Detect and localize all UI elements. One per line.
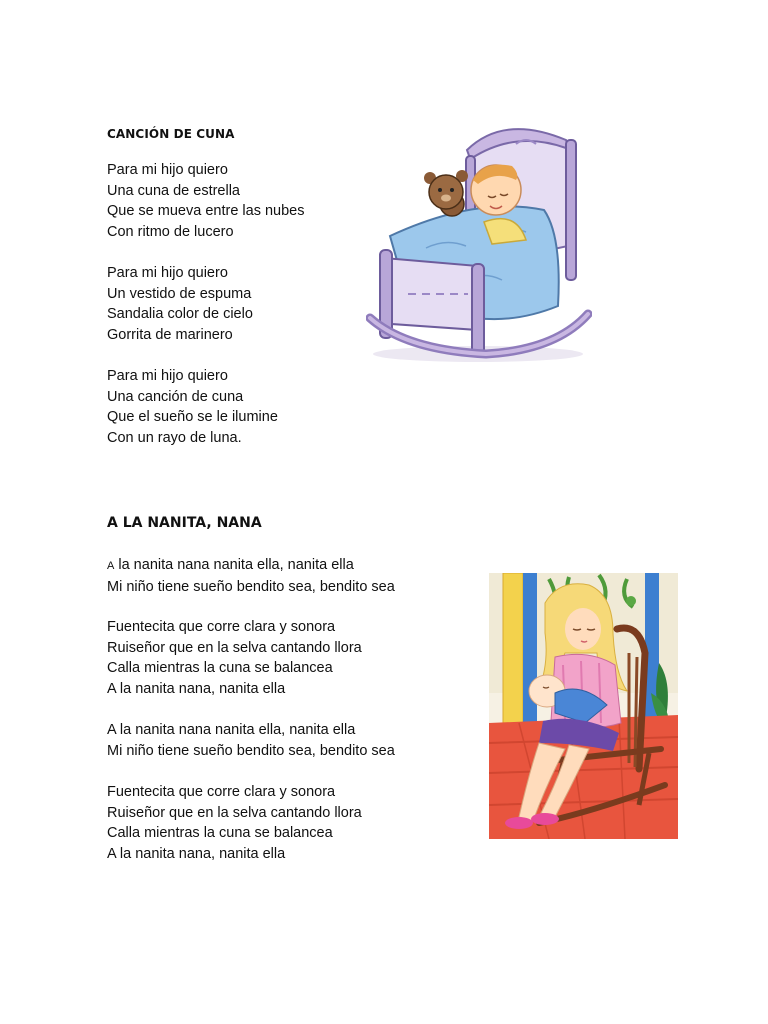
lyric-line: Ruiseñor que en la selva cantando llora bbox=[107, 639, 362, 656]
lyric-line: Fuentecita que corre clara y sonora bbox=[107, 619, 336, 635]
song1-stanza-3 bbox=[107, 366, 278, 448]
song2-stanza-3 bbox=[107, 720, 395, 761]
lyric-line: Calla mientras la cuna se balancea bbox=[107, 825, 333, 841]
lyric-line: Una cuna de estrella bbox=[107, 182, 240, 199]
lyric-line: A la nanita nana nanita ella, nanita ella bbox=[107, 722, 356, 738]
lyric-line: Sandalia color de cielo bbox=[107, 306, 253, 322]
lyric-line: Mi niño tiene sueño bendito sea, bendito sea bbox=[107, 578, 395, 595]
song1-stanza-1 bbox=[107, 160, 304, 242]
baby-cradle-illustration bbox=[366, 118, 592, 368]
mother-rocking-chair-illustration bbox=[489, 573, 678, 839]
lyric-line: Mi niño tiene sueño bendito sea, bendito sea bbox=[107, 742, 395, 759]
song-title-cancion-de-cuna: CANCIÓN DE CUNA bbox=[107, 127, 235, 141]
song2-stanza-4 bbox=[107, 782, 362, 864]
song-title-a-la-nanita-nana: A LA NANITA, NANA bbox=[107, 515, 262, 531]
song1-stanza-2 bbox=[107, 263, 253, 345]
lyric-line: Una canción de cuna bbox=[107, 388, 244, 405]
lyric-line: Con ritmo de lucero bbox=[107, 223, 234, 240]
first-line-rest: la nanita nana nanita ella, nanita ella bbox=[114, 557, 354, 573]
lyric-line: Que se mueva entre las nubes bbox=[107, 203, 305, 219]
lyric-line: Para mi hijo quiero bbox=[107, 368, 228, 384]
lyric-line: Ruiseñor que en la selva cantando llora bbox=[107, 804, 362, 821]
lyric-line: Para mi hijo quiero bbox=[107, 265, 228, 281]
lyric-line: A la nanita nana, nanita ella bbox=[107, 680, 286, 697]
lyric-line: Gorrita de marinero bbox=[107, 326, 233, 343]
first-letter: A bbox=[107, 560, 115, 572]
lyric-line: A la nanita nana, nanita ella bbox=[107, 845, 286, 862]
lyric-line: Para mi hijo quiero bbox=[107, 162, 228, 178]
lyric-line: Calla mientras la cuna se balancea bbox=[107, 660, 333, 676]
lyric-line-first bbox=[107, 555, 395, 577]
song2-stanza-2 bbox=[107, 617, 362, 699]
lyric-line: Fuentecita que corre clara y sonora bbox=[107, 784, 336, 800]
lyric-line: Un vestido de espuma bbox=[107, 285, 252, 302]
lyric-line: Con un rayo de luna. bbox=[107, 429, 242, 446]
lyric-line: Que el sueño se le ilumine bbox=[107, 409, 278, 425]
song2-stanza-1 bbox=[107, 555, 395, 597]
